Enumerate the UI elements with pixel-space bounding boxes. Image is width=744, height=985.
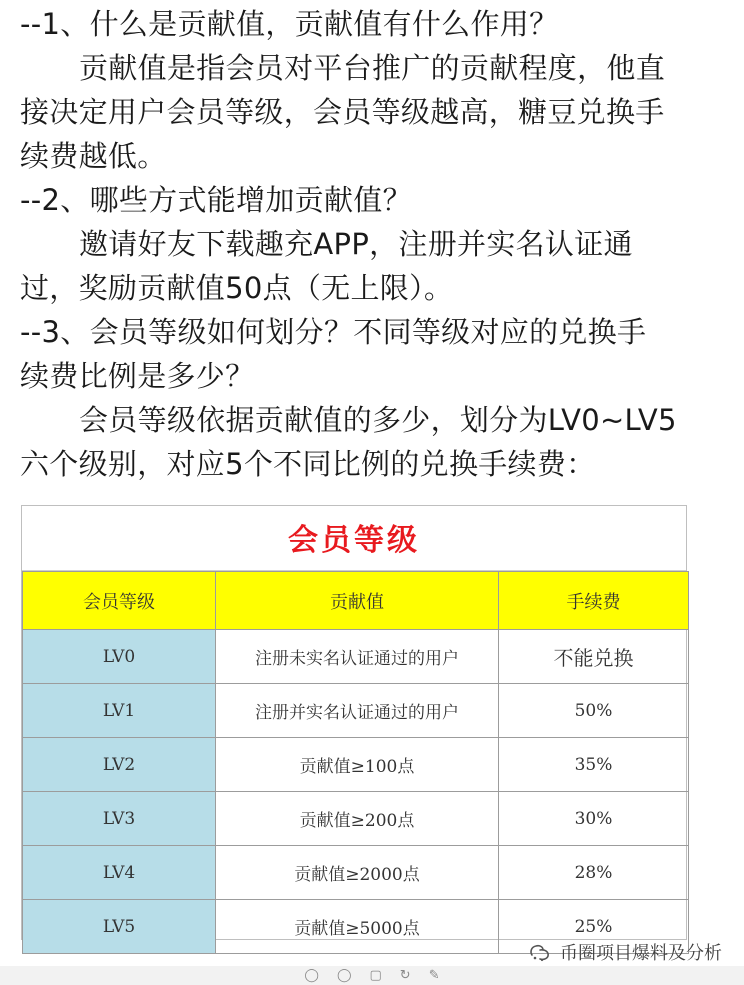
fee-cell: 28%	[499, 846, 689, 900]
fee-cell: 30%	[499, 792, 689, 846]
level-cell: LV4	[23, 846, 216, 900]
table-header-row	[23, 572, 689, 630]
square-icon: ▢	[369, 968, 382, 983]
watermark-text: 币圈项目爆料及分析	[560, 943, 722, 964]
header-contribution: 贡献值	[216, 572, 499, 630]
level-cell: LV0	[23, 630, 216, 684]
refresh-icon: ↻	[399, 968, 411, 983]
question-2: --2、哪些方式能增加贡献值？	[20, 183, 412, 217]
answer-3-line-2: 六个级别，对应5个不同比例的兑换手续费：	[20, 447, 596, 481]
table-row	[23, 738, 689, 792]
answer-1-line-2: 接决定用户会员等级，会员等级越高，糖豆兑换手	[20, 95, 665, 129]
answer-1-line-3: 续费越低。	[20, 139, 167, 173]
contribution-cell: 注册并实名认证通过的用户	[216, 684, 499, 738]
fee-cell: 50%	[499, 684, 689, 738]
table-row	[23, 630, 689, 684]
question-3-line-2: 续费比例是多少？	[20, 359, 255, 393]
level-cell: LV1	[23, 684, 216, 738]
table-title: 会员等级	[22, 506, 686, 571]
contribution-cell: 贡献值≥100点	[216, 738, 499, 792]
table-row	[23, 846, 689, 900]
wechat-official-account-icon	[528, 941, 552, 963]
header-level: 会员等级	[23, 572, 216, 630]
pencil-icon: ✎	[428, 968, 440, 983]
level-cell: LV3	[23, 792, 216, 846]
fee-cell: 不能兑换	[499, 630, 689, 684]
level-cell: LV5	[23, 900, 216, 954]
fee-cell: 35%	[499, 738, 689, 792]
table-row	[23, 792, 689, 846]
answer-2-line-1: 邀请好友下载趣充APP，注册并实名认证通	[79, 227, 633, 261]
watermark	[528, 936, 722, 968]
contribution-cell: 贡献值≥200点	[216, 792, 499, 846]
fee-cell: 25%	[499, 900, 689, 954]
answer-2-line-2: 过，奖励贡献值50点（无上限）。	[20, 271, 454, 305]
header-fee: 手续费	[499, 572, 689, 630]
question-1: --1、什么是贡献值，贡献值有什么作用？	[20, 7, 559, 41]
table-row	[23, 684, 689, 738]
contribution-cell: 注册未实名认证通过的用户	[216, 630, 499, 684]
circle-icon: ◯	[304, 968, 319, 983]
circle-icon: ◯	[336, 968, 352, 983]
question-3-line-1: --3、会员等级如何划分？不同等级对应的兑换手	[20, 315, 647, 349]
bottom-toolbar-strip	[0, 966, 744, 985]
level-cell: LV2	[23, 738, 216, 792]
contribution-cell: 贡献值≥5000点	[216, 900, 499, 954]
answer-1-line-1: 贡献值是指会员对平台推广的贡献程度，他直	[79, 51, 666, 85]
contribution-cell: 贡献值≥2000点	[216, 846, 499, 900]
membership-level-table	[21, 505, 687, 940]
level-table-grid	[22, 571, 689, 954]
article-body	[20, 0, 732, 486]
answer-3-line-1: 会员等级依据贡献值的多少，划分为LV0~LV5	[79, 403, 677, 437]
